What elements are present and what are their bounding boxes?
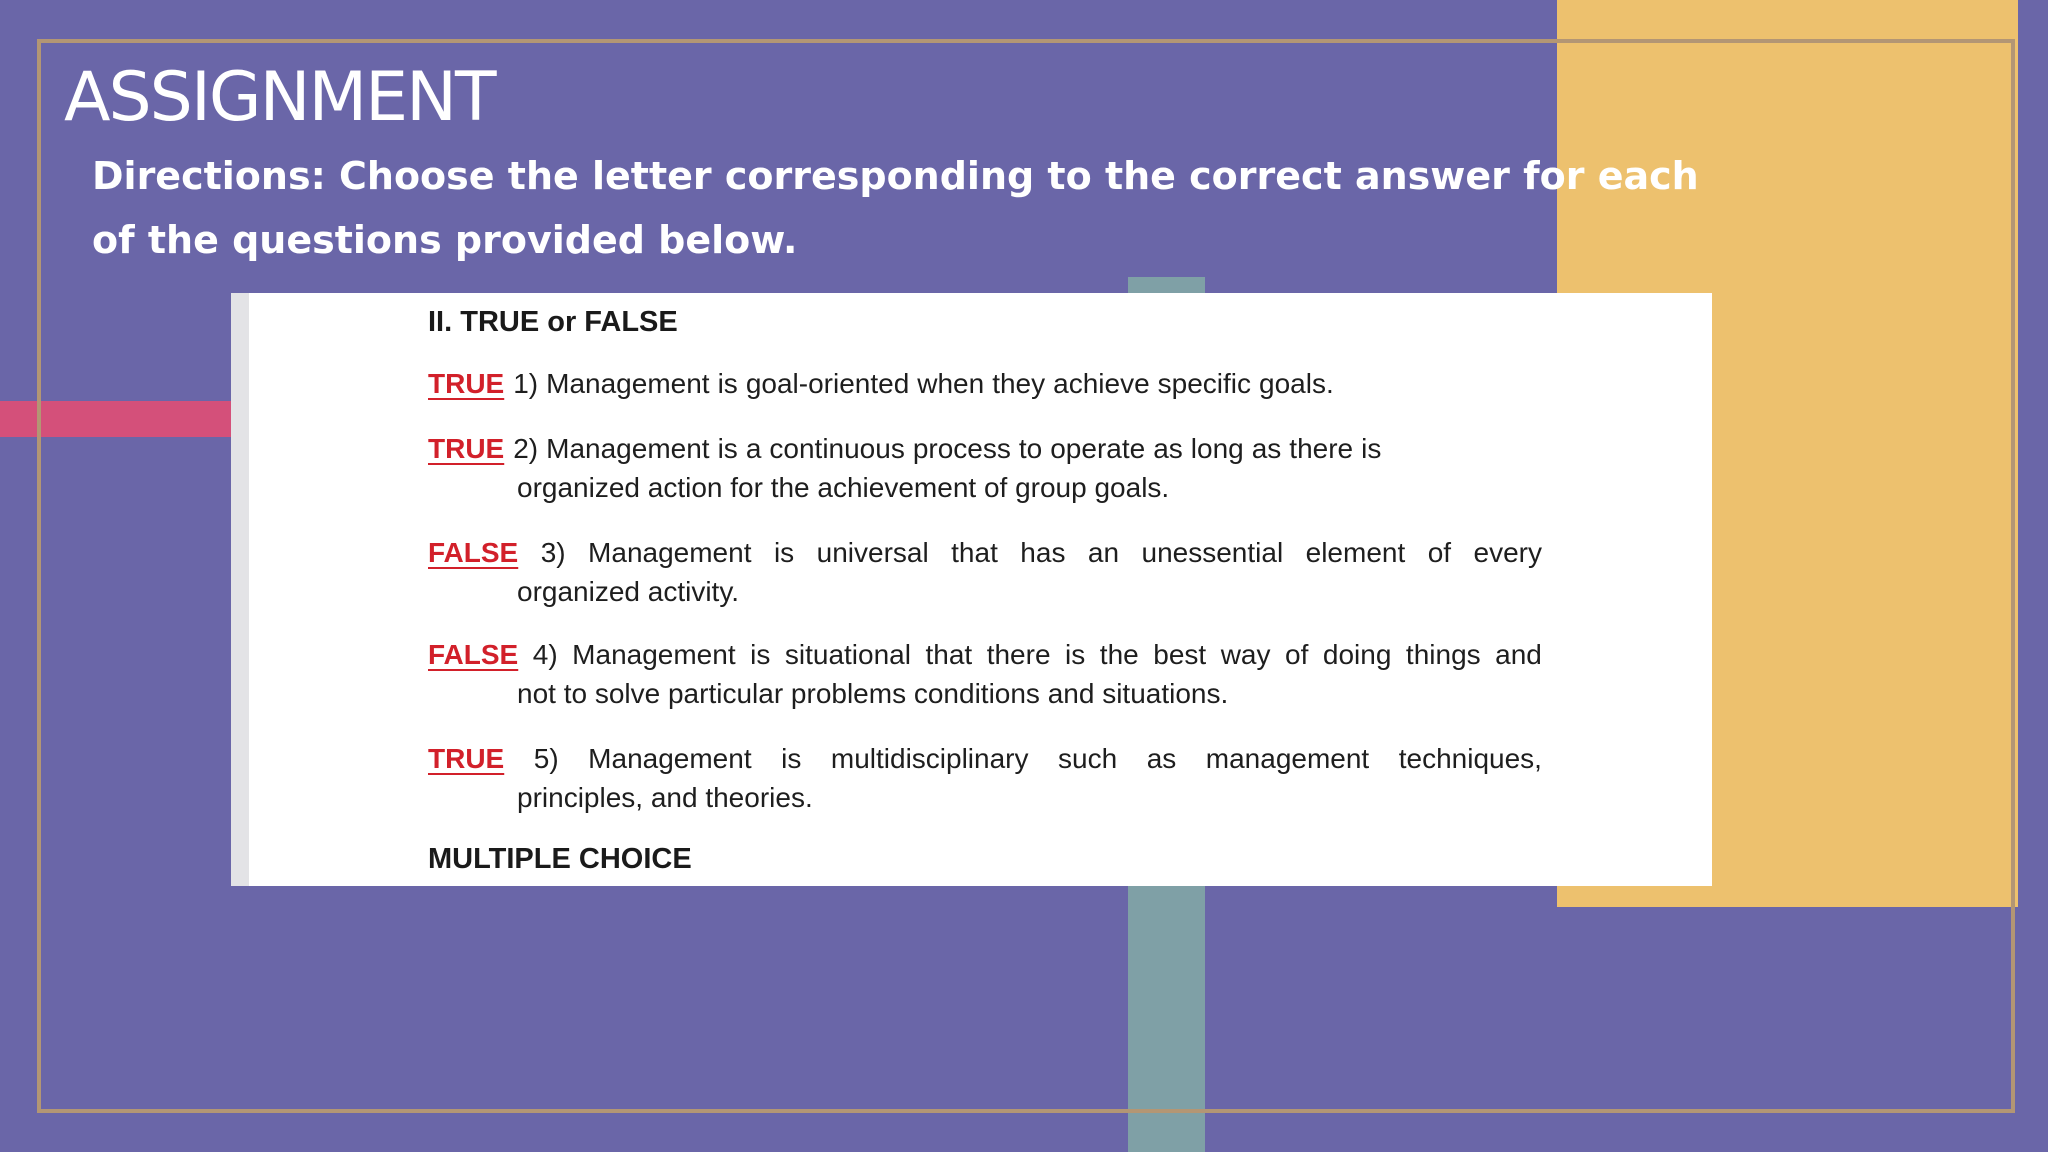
question-word: of (1285, 639, 1309, 670)
answer-label: TRUE (428, 368, 505, 399)
question-word: there (1289, 433, 1354, 464)
question-word: Management (572, 639, 736, 670)
question-word: is (717, 368, 738, 399)
question-word: continuous (769, 433, 905, 464)
question-word: long (1190, 433, 1244, 464)
question-word: process (912, 433, 1011, 464)
question-continuation: organized activity. (517, 576, 740, 607)
question-word: has (1020, 537, 1066, 568)
question-word: as (1153, 433, 1183, 464)
question-word: as (1146, 743, 1177, 774)
question-word: is (717, 433, 738, 464)
next-section-heading: MULTIPLE CHOICE (428, 843, 692, 875)
question-word: is (750, 639, 771, 670)
question-word: when (917, 368, 985, 399)
question-item (428, 429, 1542, 507)
question-word: 3) (540, 537, 566, 568)
question-word: that (925, 639, 973, 670)
question-word: goals. (1259, 368, 1334, 399)
question-word: every (1473, 537, 1542, 568)
question-word: as (1251, 433, 1282, 464)
question-word: things (1405, 639, 1481, 670)
question-word: they (992, 368, 1046, 399)
question-word: doing (1322, 639, 1392, 670)
section-heading: II. TRUE or FALSE (428, 306, 678, 338)
question-item (428, 533, 1542, 611)
question-continuation: principles, and theories. (517, 782, 813, 813)
question-word: the (1099, 639, 1139, 670)
answer-label: TRUE (428, 743, 505, 774)
question-word: situational (784, 639, 911, 670)
answer-label: FALSE (428, 639, 519, 670)
question-word: best (1153, 639, 1207, 670)
question-word: specific (1157, 368, 1252, 399)
question-continuation: organized action for the achievement of group goals. (517, 472, 1170, 503)
question-word: to (1018, 433, 1043, 464)
question-first-line (428, 364, 1542, 403)
question-word: management (1205, 743, 1370, 774)
question-word: such (1058, 743, 1118, 774)
question-word: Management (588, 537, 752, 568)
question-word: unessential (1141, 537, 1284, 568)
question-item (428, 739, 1542, 817)
question-word: 1) (513, 368, 539, 399)
question-word: an (1087, 537, 1120, 568)
question-word: universal (816, 537, 929, 568)
question-word: element (1305, 537, 1406, 568)
question-item (428, 635, 1542, 713)
question-word: 5) (533, 743, 559, 774)
question-word: way (1220, 639, 1271, 670)
question-word: that (951, 537, 998, 568)
question-word: Management (546, 433, 710, 464)
question-first-line (428, 635, 1542, 674)
question-word: of (1427, 537, 1452, 568)
question-word: is (773, 537, 795, 568)
question-word: 2) (513, 433, 539, 464)
answer-label: TRUE (428, 433, 505, 464)
question-first-line (428, 533, 1542, 572)
question-first-line (428, 739, 1542, 778)
question-word: Management (546, 368, 710, 399)
question-word: is (781, 743, 802, 774)
question-word: multidisciplinary (830, 743, 1029, 774)
question-item (428, 364, 1542, 403)
question-word: 4) (532, 639, 558, 670)
question-word: is (1361, 433, 1382, 464)
question-word: a (745, 433, 762, 464)
question-word: and (1495, 639, 1542, 670)
document-image (231, 293, 1712, 886)
directions-text: Directions: Choose the letter corresponding to the correct answer for each of the questions provided below. (92, 154, 1699, 262)
answer-label: FALSE (428, 537, 519, 568)
question-word: there (986, 639, 1051, 670)
question-first-line (428, 429, 1542, 468)
question-word: Management (588, 743, 752, 774)
slide-title: ASSIGNMENT (64, 58, 495, 137)
question-word: techniques, (1398, 743, 1542, 774)
question-word: operate (1050, 433, 1146, 464)
question-word: achieve (1053, 368, 1150, 399)
question-word: goal-oriented (745, 368, 910, 399)
question-continuation: not to solve particular problems conditions and situations. (517, 678, 1229, 709)
question-word: is (1065, 639, 1086, 670)
